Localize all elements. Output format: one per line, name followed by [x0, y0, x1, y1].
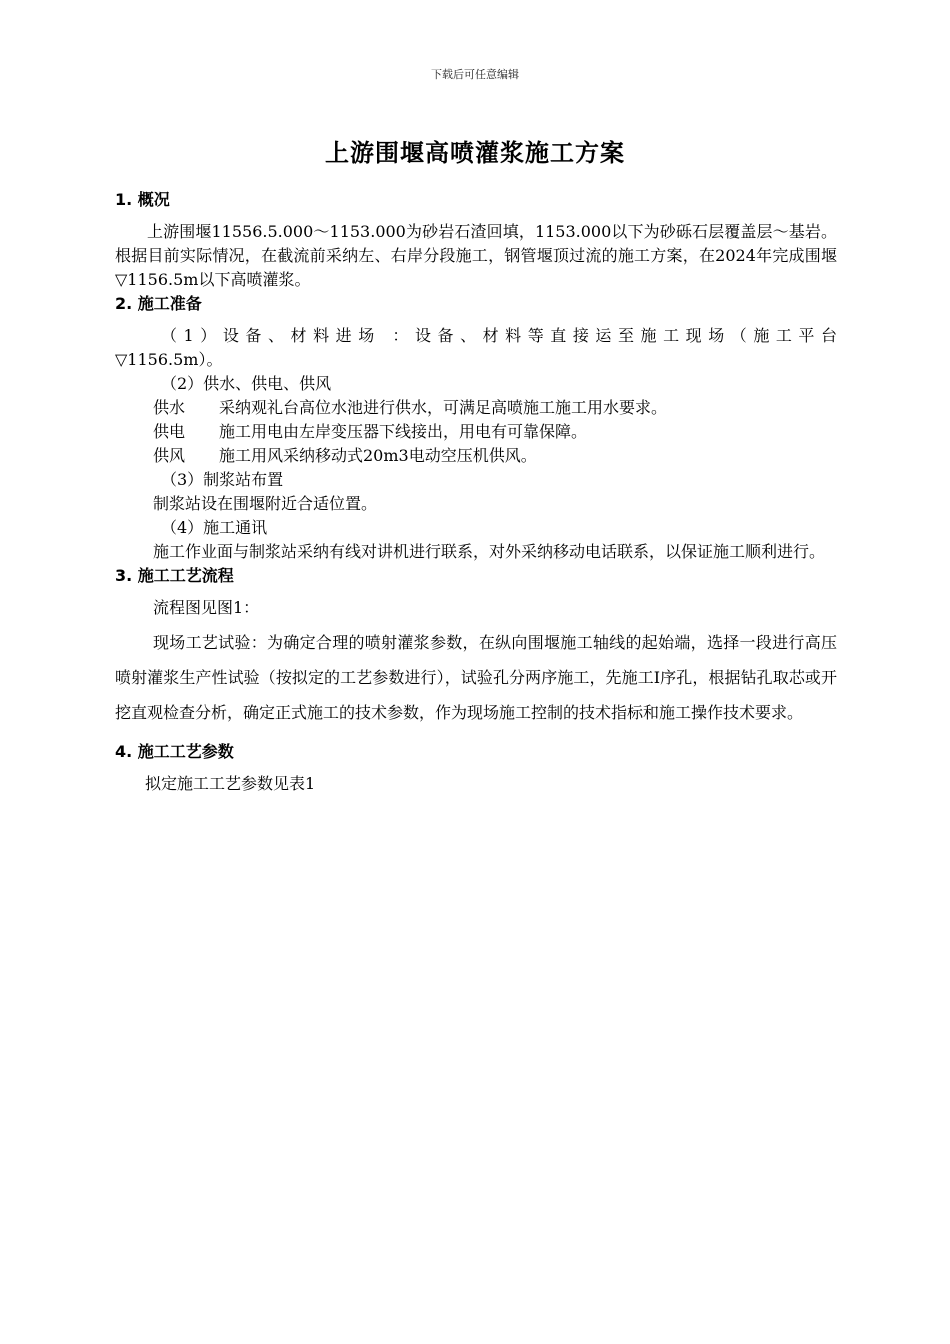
- air-supply-row: [115, 444, 837, 468]
- section-1-paragraph: 上游围堰11556.5.000～1153.000为砂岩石渣回填，1153.000以下为砂砾石层覆盖层～基岩。根据目前实际情况，在截流前采纳左、右岸分段施工，钢管堰顶过流的施工方案，在2024年完成围堰▽1156.5m以下高喷灌浆。: [115, 222, 837, 289]
- subsection-water-power-air: （2）供水、供电、供风: [161, 374, 332, 393]
- document-body: [115, 188, 837, 801]
- section-4-heading: 4. 施工工艺参数: [115, 742, 234, 761]
- equipment-material-line-cont: ▽1156.5m）。: [115, 350, 223, 369]
- field-process-test-paragraph: 现场工艺试验：为确定合理的喷射灌浆参数，在纵向围堰施工轴线的起始端，选择一段进行高压喷射灌浆生产性试验（按拟定的工艺参数进行），试验孔分两序施工，先施工Ⅰ序孔，根据钻孔取芯或开挖直观检查分析，确定正式施工的技术参数，作为现场施工控制的技术指标和施工操作技术要求。: [115, 633, 837, 722]
- power-supply-label: 供电: [153, 422, 186, 441]
- subsection-communication: （4）施工通讯: [161, 518, 268, 537]
- parameter-table-reference: 拟定施工工艺参数见表1: [145, 774, 316, 793]
- grout-station-text: 制浆站设在围堰附近合适位置。: [153, 494, 378, 513]
- page-header-note: 下载后可任意编辑: [431, 68, 519, 81]
- water-supply-text: 采纳观礼台高位水池进行供水，可满足高喷施工施工用水要求。: [219, 398, 668, 417]
- power-supply-text: 施工用电由左岸变压器下线接出，用电有可靠保障。: [219, 422, 588, 441]
- power-supply-row: [115, 420, 837, 444]
- section-2-heading: 2. 施工准备: [115, 294, 202, 313]
- water-supply-row: [115, 396, 837, 420]
- water-supply-label: 供水: [153, 398, 186, 417]
- equipment-material-line: （1）设备、材料进场 ：设备、材料等直接运至施工现场（施工平台: [161, 326, 837, 345]
- air-supply-text: 施工用风采纳移动式20m3电动空压机供风。: [219, 446, 537, 465]
- communication-text: 施工作业面与制浆站采纳有线对讲机进行联系，对外采纳移动电话联系，以保证施工顺利进行。: [153, 542, 826, 561]
- section-3-heading: 3. 施工工艺流程: [115, 566, 234, 585]
- air-supply-label: 供风: [153, 446, 186, 465]
- flowchart-reference: 流程图见图1：: [153, 598, 260, 617]
- subsection-grout-station: （3）制浆站布置: [161, 470, 284, 489]
- section-1-heading: 1. 概况: [115, 190, 170, 209]
- document-title: 上游围堰高喷灌浆施工方案: [325, 139, 625, 167]
